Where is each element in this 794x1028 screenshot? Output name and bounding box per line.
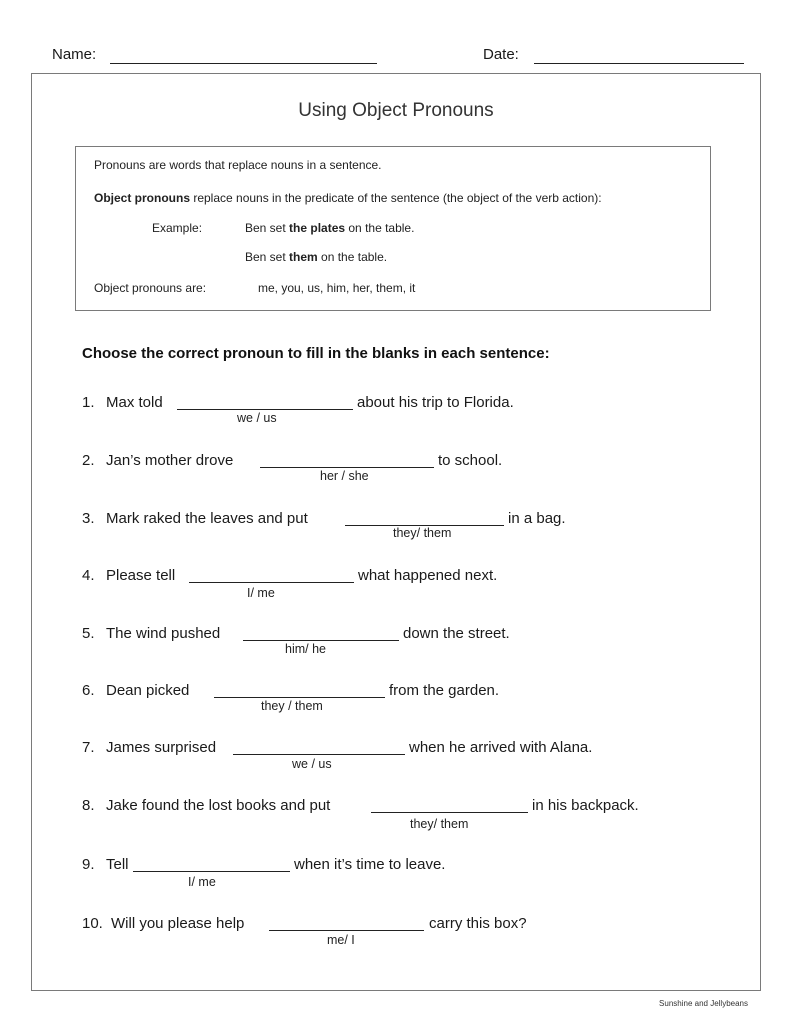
date-label: Date: [483, 46, 519, 63]
question-10-number: 10. [82, 915, 103, 932]
question-3-hint: they/ them [393, 526, 452, 540]
question-4-text-after: what happened next. [358, 567, 498, 584]
question-5-blank[interactable] [243, 640, 399, 641]
credit-text: Sunshine and Jellybeans [659, 999, 748, 1008]
question-3-text-after: in a bag. [508, 510, 566, 527]
object-pronoun-explanation: replace nouns in the predicate of the sentence (the object of the verb action): [190, 191, 602, 205]
question-9-text-before: Tell [106, 856, 129, 873]
worksheet-title: Using Object Pronouns [298, 100, 494, 121]
object-pronouns-term: Object pronouns [94, 191, 190, 205]
question-9-number: 9. [82, 856, 95, 873]
date-blank-line[interactable] [534, 63, 744, 64]
example-sentence-1 [245, 221, 414, 235]
instructions: Choose the correct pronoun to fill in the blanks in each sentence: [82, 345, 550, 362]
question-8-text-after: in his backpack. [532, 797, 639, 814]
question-1-hint: we / us [237, 411, 277, 425]
question-4-blank[interactable] [189, 582, 354, 583]
question-6-text-before: Dean picked [106, 682, 190, 699]
pronoun-definition: Pronouns are words that replace nouns in a sentence. [94, 158, 382, 172]
question-1-blank[interactable] [177, 409, 353, 410]
question-6-blank[interactable] [214, 697, 385, 698]
question-2-text-before: Jan’s mother drove [106, 452, 234, 469]
example-1-start: Ben set [245, 221, 290, 235]
question-4-hint: I/ me [247, 586, 275, 600]
example-sentence-2 [245, 250, 387, 264]
example-2-start: Ben set [245, 250, 290, 264]
question-10-text-before: Will you please help [111, 915, 245, 932]
pronoun-list-label: Object pronouns are: [94, 281, 207, 295]
question-2-number: 2. [82, 452, 95, 469]
question-10-blank[interactable] [269, 930, 424, 931]
question-5-hint: him/ he [285, 642, 326, 656]
question-2-blank[interactable] [260, 467, 434, 468]
question-7-text-after: when he arrived with Alana. [409, 739, 593, 756]
question-6-number: 6. [82, 682, 95, 699]
question-9-text-after: when it’s time to leave. [294, 856, 446, 873]
question-1-number: 1. [82, 394, 95, 411]
question-8-number: 8. [82, 797, 95, 814]
question-6-hint: they / them [261, 699, 323, 713]
pronoun-list: me, you, us, him, her, them, it [258, 281, 416, 295]
question-4-number: 4. [82, 567, 95, 584]
question-1-text-after: about his trip to Florida. [357, 394, 514, 411]
name-blank-line[interactable] [110, 63, 377, 64]
question-8-hint: they/ them [410, 817, 469, 831]
question-9-blank[interactable] [133, 871, 290, 872]
question-6-text-after: from the garden. [389, 682, 500, 699]
question-5-text-before: The wind pushed [106, 625, 221, 642]
question-7-hint: we / us [292, 757, 332, 771]
question-5-text-after: down the street. [403, 625, 510, 642]
example-1-noun: the plates [289, 221, 346, 235]
question-5-number: 5. [82, 625, 95, 642]
question-10-hint: me/ I [327, 933, 355, 947]
question-7-blank[interactable] [233, 754, 405, 755]
object-pronoun-definition [94, 191, 602, 205]
question-10-text-after: carry this box? [429, 915, 527, 932]
question-9-hint: I/ me [188, 875, 216, 889]
question-8-text-before: Jake found the lost books and put [106, 797, 331, 814]
example-label: Example: [152, 221, 203, 235]
question-2-text-after: to school. [438, 452, 503, 469]
name-label: Name: [52, 46, 97, 63]
example-2-end: on the table. [317, 250, 388, 264]
question-8-blank[interactable] [371, 812, 528, 813]
question-3-number: 3. [82, 510, 95, 527]
example-1-end: on the table. [345, 221, 415, 235]
question-1-text-before: Max told [106, 394, 163, 411]
question-4-text-before: Please tell [106, 567, 176, 584]
example-2-pronoun: them [289, 250, 318, 264]
question-3-text-before: Mark raked the leaves and put [106, 510, 308, 527]
question-7-text-before: James surprised [106, 739, 217, 756]
question-2-hint: her / she [320, 469, 369, 483]
question-7-number: 7. [82, 739, 95, 756]
